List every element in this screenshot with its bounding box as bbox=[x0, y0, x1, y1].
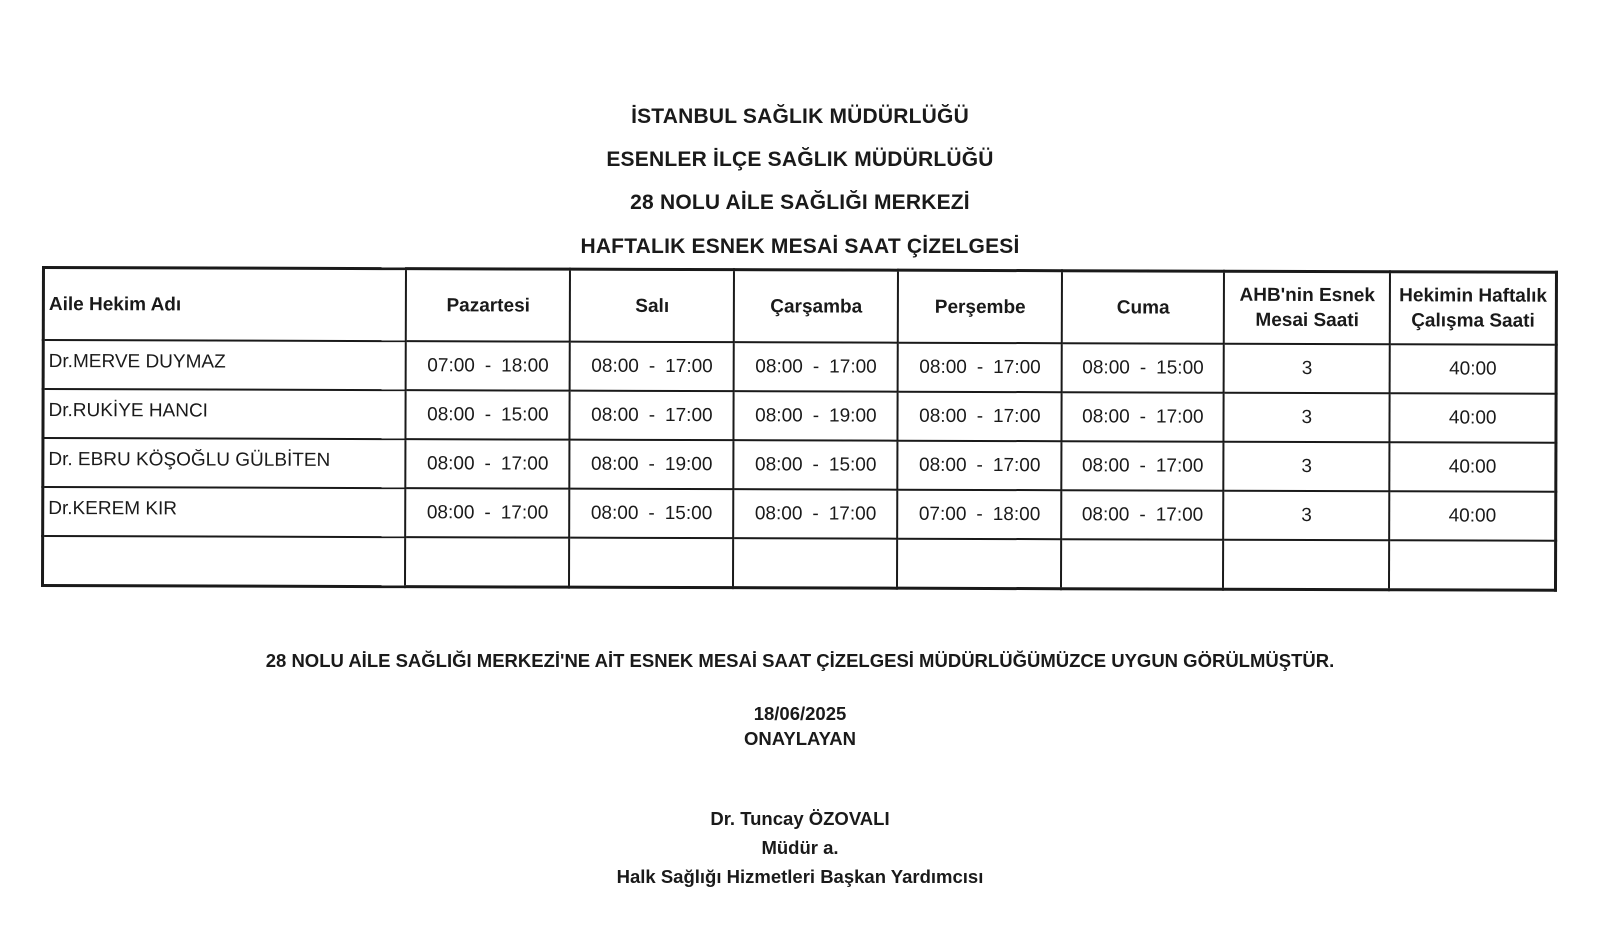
time-separator: - bbox=[976, 405, 984, 427]
start-time: 08:00 bbox=[754, 453, 803, 475]
weekly-hours-cell: 40:00 bbox=[1390, 393, 1556, 443]
end-time: 17:00 bbox=[992, 454, 1041, 476]
end-time: 17:00 bbox=[1155, 504, 1204, 526]
monday-hours-cell bbox=[406, 341, 570, 391]
column-header-flex-hours-line2: Mesai Saati bbox=[1255, 309, 1359, 332]
column-header-friday: Cuma bbox=[1062, 271, 1224, 344]
empty-cell bbox=[1061, 539, 1223, 589]
approver-label: ONAYLAYAN bbox=[743, 728, 857, 749]
table-row bbox=[43, 340, 1556, 394]
end-time: 17:00 bbox=[828, 502, 877, 525]
time-separator: - bbox=[812, 355, 820, 377]
time-separator: - bbox=[484, 403, 492, 425]
table-row bbox=[43, 389, 1556, 443]
monday-hours-cell bbox=[406, 439, 570, 489]
physician-name-cell: Dr.MERVE DUYMAZ bbox=[43, 340, 406, 390]
end-time: 15:00 bbox=[1156, 357, 1204, 379]
flex-hours-cell: 3 bbox=[1224, 393, 1390, 443]
physician-name-cell: Dr.KEREM KIR bbox=[43, 487, 406, 537]
end-time: 17:00 bbox=[993, 405, 1041, 427]
end-time: 17:00 bbox=[1155, 406, 1204, 428]
wednesday-hours-cell bbox=[734, 391, 898, 441]
time-separator: - bbox=[1139, 356, 1147, 378]
column-header-monday: Pazartesi bbox=[406, 269, 570, 342]
start-time: 08:00 bbox=[755, 404, 803, 426]
header-province-directorate: İSTANBUL SAĞLIK MÜDÜRLÜĞÜ bbox=[631, 105, 969, 128]
column-header-weekly-hours bbox=[1390, 272, 1556, 345]
start-time: 07:00 bbox=[427, 354, 475, 376]
schedule-table-body bbox=[42, 340, 1556, 590]
column-header-weekly-hours-line2: Çalışma Saati bbox=[1411, 310, 1535, 332]
time-separator: - bbox=[1139, 503, 1146, 525]
time-separator: - bbox=[976, 503, 983, 525]
flex-hours-cell: 3 bbox=[1223, 491, 1389, 541]
schedule-table bbox=[41, 266, 1558, 592]
end-time: 15:00 bbox=[664, 502, 713, 524]
end-time: 18:00 bbox=[992, 503, 1041, 525]
column-header-weekly-hours-line1: Hekimin Haftalık bbox=[1399, 285, 1548, 307]
flex-hours-cell: 3 bbox=[1224, 344, 1390, 394]
tuesday-hours-cell bbox=[570, 342, 734, 392]
start-time: 08:00 bbox=[919, 356, 967, 378]
start-time: 08:00 bbox=[1082, 356, 1130, 378]
table-header-row bbox=[43, 268, 1556, 345]
start-time: 07:00 bbox=[918, 503, 967, 525]
end-time: 19:00 bbox=[829, 404, 877, 427]
tuesday-hours-cell bbox=[570, 440, 734, 490]
time-separator: - bbox=[648, 453, 655, 475]
start-time: 08:00 bbox=[426, 501, 475, 523]
signer-name: Dr. Tuncay ÖZOVALI bbox=[710, 808, 890, 829]
column-header-name: Aile Hekim Adı bbox=[43, 268, 406, 342]
start-time: 08:00 bbox=[590, 453, 639, 475]
header-district-directorate: ESENLER İLÇE SAĞLIK MÜDÜRLÜĞÜ bbox=[606, 148, 994, 171]
physician-name-cell: Dr.RUKİYE HANCI bbox=[43, 389, 406, 439]
weekly-hours-cell: 40:00 bbox=[1390, 491, 1556, 541]
empty-cell bbox=[569, 538, 733, 588]
column-header-wednesday: Çarşamba bbox=[734, 270, 898, 343]
physician-name-cell: Dr. EBRU KÖŞOĞLU GÜLBİTEN bbox=[43, 438, 406, 488]
end-time: 17:00 bbox=[500, 501, 549, 524]
thursday-hours-cell bbox=[898, 343, 1062, 393]
end-time: 17:00 bbox=[1155, 455, 1204, 477]
start-time: 08:00 bbox=[591, 355, 639, 377]
time-separator: - bbox=[484, 354, 492, 376]
weekly-hours-cell: 40:00 bbox=[1390, 344, 1556, 394]
start-time: 08:00 bbox=[918, 454, 967, 476]
empty-cell bbox=[405, 537, 569, 587]
empty-cell bbox=[42, 536, 405, 587]
end-time: 17:00 bbox=[993, 356, 1041, 378]
monday-hours-cell bbox=[406, 390, 570, 440]
wednesday-hours-cell bbox=[734, 489, 898, 539]
start-time: 08:00 bbox=[426, 452, 475, 474]
signer-title: Müdür a. bbox=[761, 837, 839, 858]
time-separator: - bbox=[484, 452, 491, 474]
wednesday-hours-cell bbox=[734, 440, 898, 490]
start-time: 08:00 bbox=[427, 403, 475, 425]
column-header-flex-hours-line1: AHB'nin Esnek bbox=[1239, 284, 1375, 307]
column-header-thursday: Perşembe bbox=[898, 270, 1062, 343]
table-row bbox=[43, 438, 1556, 492]
header-health-center: 28 NOLU AİLE SAĞLIĞI MERKEZİ bbox=[630, 191, 970, 214]
weekly-hours-cell: 40:00 bbox=[1390, 442, 1556, 492]
end-time: 15:00 bbox=[828, 453, 877, 476]
document-title: HAFTALIK ESNEK MESAİ SAAT ÇİZELGESİ bbox=[580, 235, 1020, 258]
time-separator: - bbox=[648, 355, 656, 377]
start-time: 08:00 bbox=[1081, 454, 1130, 476]
tuesday-hours-cell bbox=[570, 391, 734, 441]
end-time: 17:00 bbox=[500, 452, 549, 475]
time-separator: - bbox=[812, 404, 820, 426]
time-separator: - bbox=[1139, 405, 1147, 427]
friday-hours-cell bbox=[1062, 392, 1224, 442]
start-time: 08:00 bbox=[1082, 405, 1130, 427]
flex-hours-cell: 3 bbox=[1224, 442, 1390, 492]
end-time: 17:00 bbox=[665, 355, 713, 377]
time-separator: - bbox=[976, 356, 984, 378]
start-time: 08:00 bbox=[755, 355, 803, 377]
friday-hours-cell bbox=[1062, 343, 1224, 393]
wednesday-hours-cell bbox=[734, 342, 898, 392]
thursday-hours-cell bbox=[898, 490, 1062, 540]
empty-cell bbox=[897, 539, 1061, 589]
end-time: 17:00 bbox=[665, 404, 713, 426]
empty-table-row bbox=[42, 536, 1555, 590]
time-separator: - bbox=[648, 502, 655, 524]
approval-statement: 28 NOLU AİLE SAĞLIĞI MERKEZİ'NE AİT ESNEK MESAİ SAAT ÇİZELGESİ MÜDÜRLÜĞÜMÜZCE UYGUN GÖRÜLMÜŞTÜR. bbox=[265, 650, 1335, 671]
monday-hours-cell bbox=[406, 488, 570, 538]
thursday-hours-cell bbox=[898, 441, 1062, 491]
start-time: 08:00 bbox=[754, 502, 803, 524]
start-time: 08:00 bbox=[1081, 503, 1130, 525]
time-separator: - bbox=[484, 501, 491, 523]
table-row bbox=[43, 487, 1556, 541]
end-time: 19:00 bbox=[664, 453, 713, 475]
start-time: 08:00 bbox=[919, 405, 967, 427]
friday-hours-cell bbox=[1062, 441, 1224, 491]
start-time: 08:00 bbox=[590, 502, 639, 524]
time-separator: - bbox=[812, 453, 819, 475]
empty-cell bbox=[1223, 540, 1389, 590]
friday-hours-cell bbox=[1062, 490, 1224, 540]
end-time: 15:00 bbox=[501, 403, 549, 426]
thursday-hours-cell bbox=[898, 392, 1062, 442]
approval-date: 18/06/2025 bbox=[753, 703, 847, 724]
empty-cell bbox=[1389, 540, 1555, 590]
time-separator: - bbox=[976, 454, 983, 476]
time-separator: - bbox=[1139, 454, 1146, 476]
signer-position: Halk Sağlığı Hizmetleri Başkan Yardımcısı bbox=[616, 866, 984, 887]
end-time: 17:00 bbox=[829, 355, 877, 378]
start-time: 08:00 bbox=[591, 404, 639, 426]
time-separator: - bbox=[812, 502, 819, 524]
column-header-tuesday: Salı bbox=[570, 269, 734, 342]
time-separator: - bbox=[648, 404, 656, 426]
empty-cell bbox=[733, 538, 897, 588]
end-time: 18:00 bbox=[501, 354, 549, 377]
tuesday-hours-cell bbox=[570, 489, 734, 539]
column-header-flex-hours bbox=[1224, 271, 1390, 344]
